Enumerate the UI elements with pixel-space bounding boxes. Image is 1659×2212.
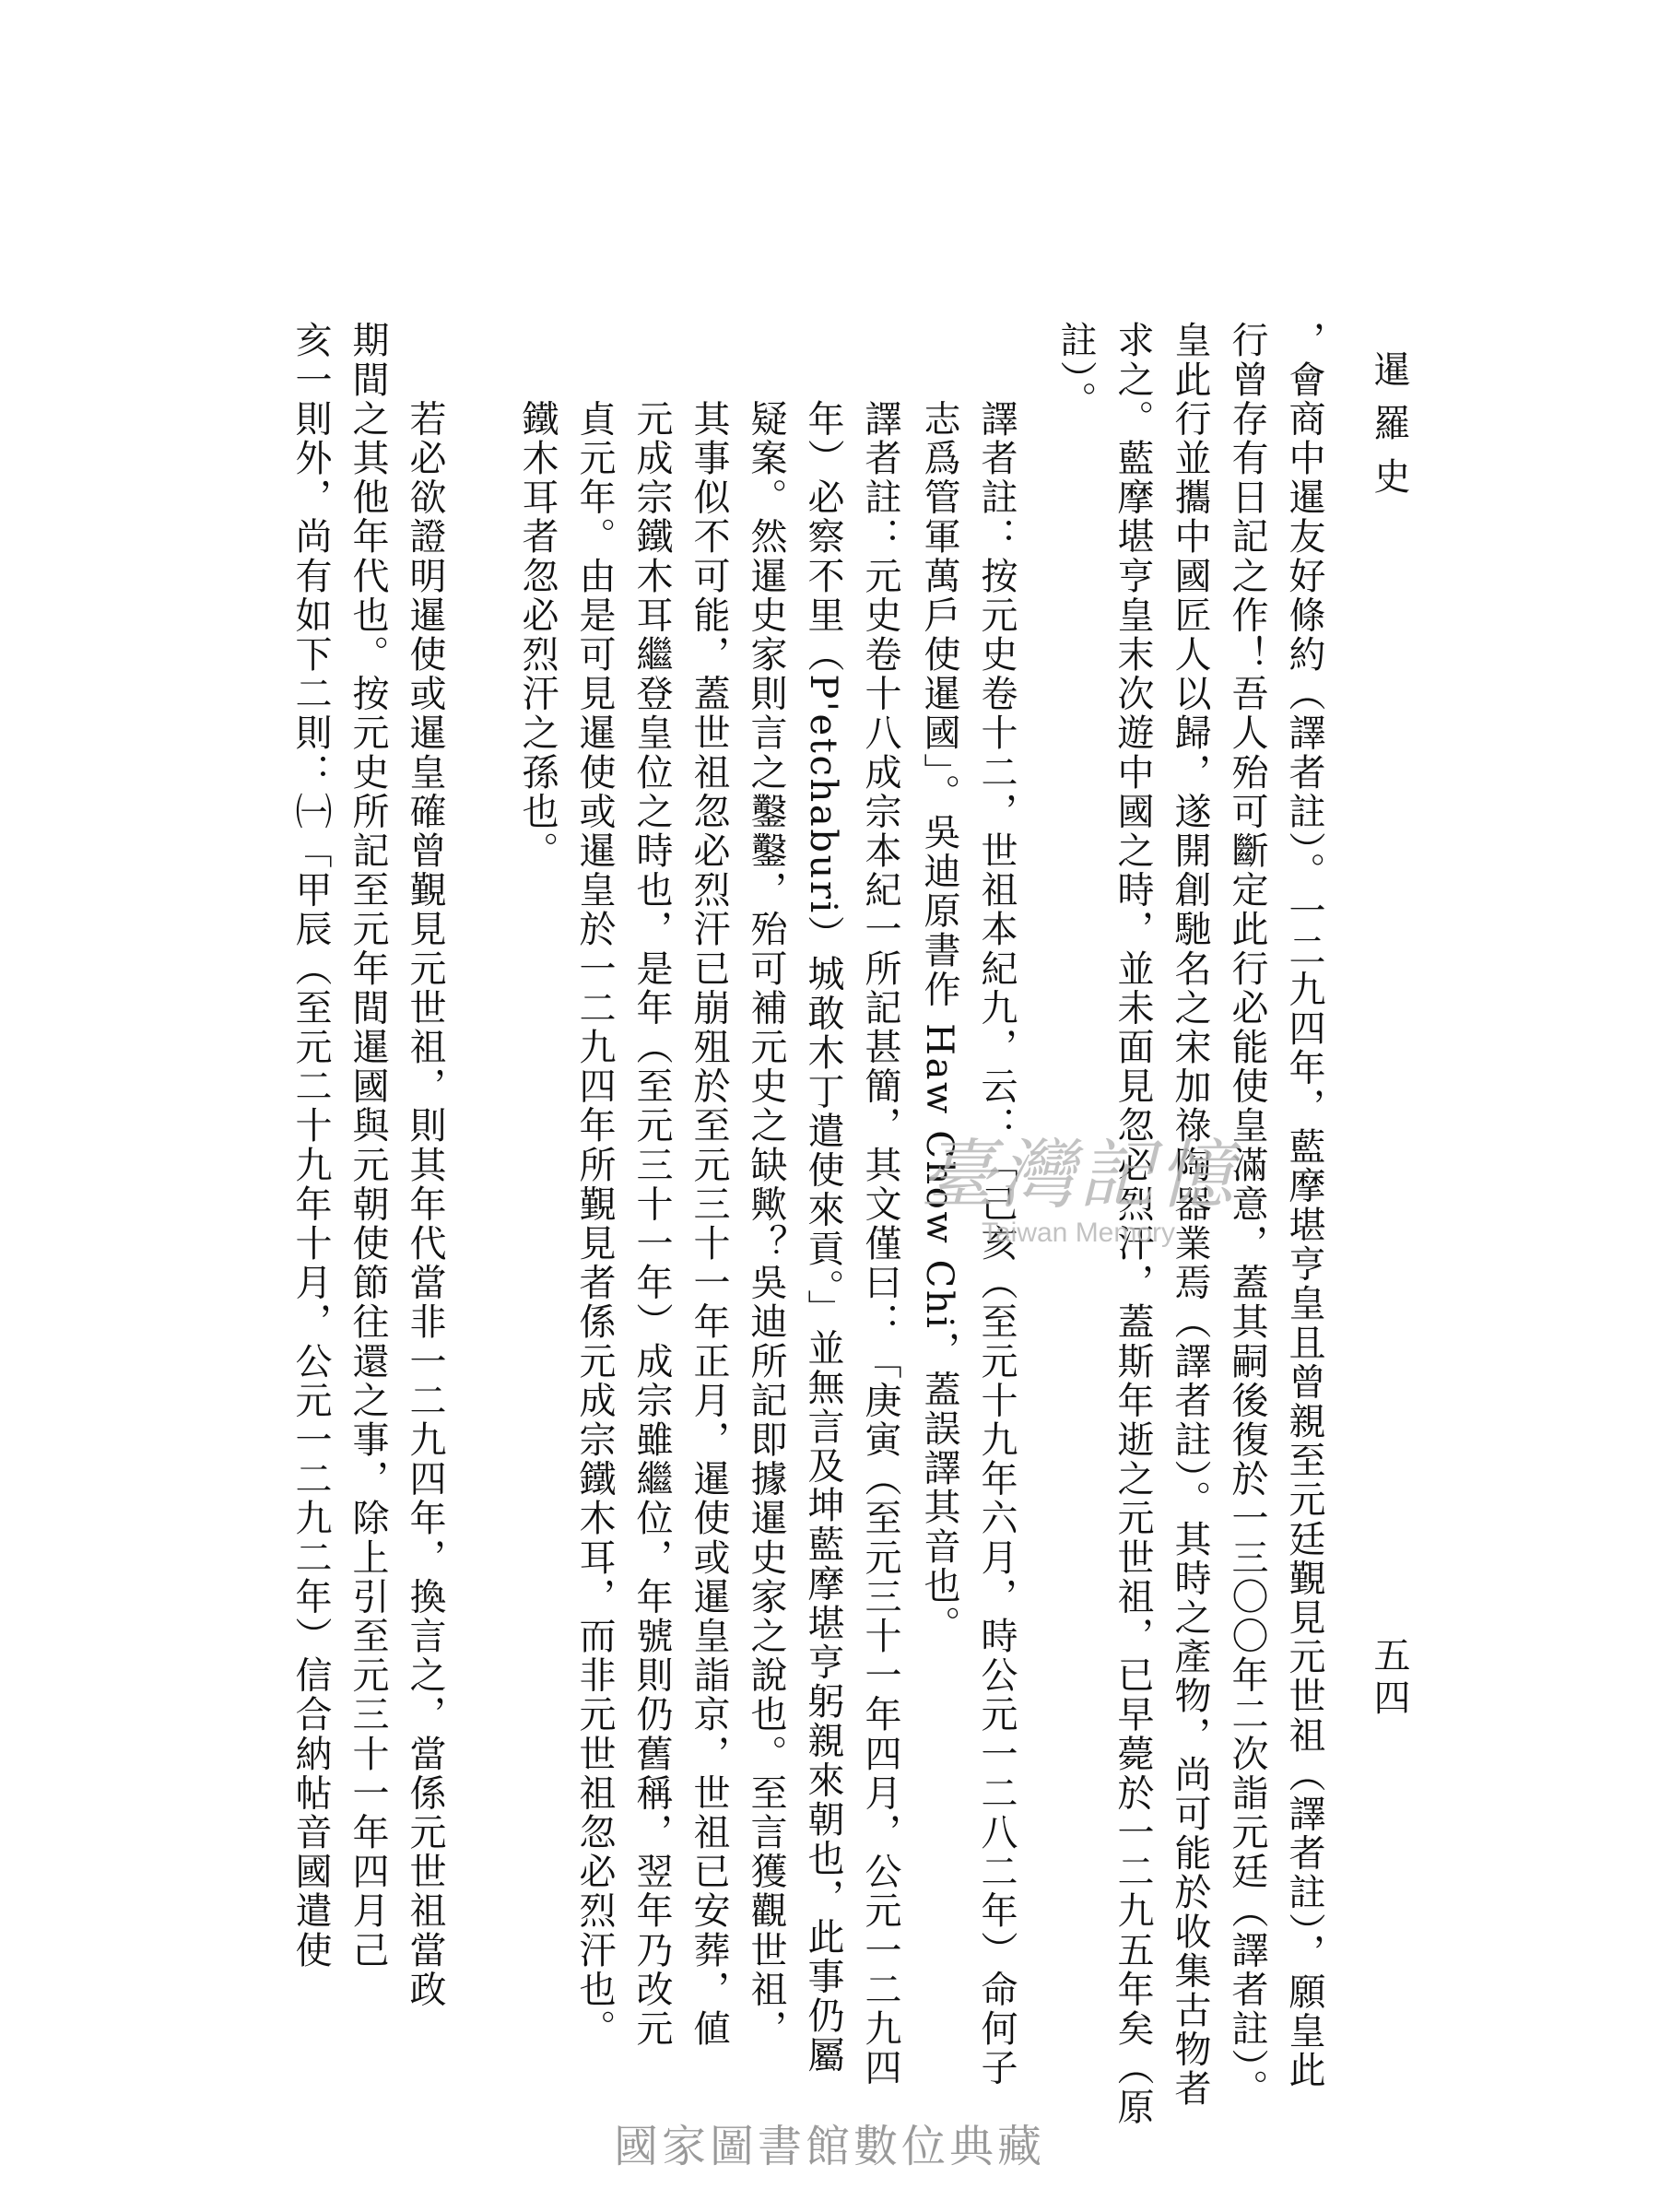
text-column: 鐵木耳者忽必烈汗之孫也。 bbox=[516, 321, 559, 871]
text-column: 譯者註：元史卷十八成宗本紀一所記甚簡，其文僅曰：「庚寅（至元三十一年四月，公元一二九四 bbox=[859, 321, 901, 2088]
watermark-subtext: Taiwan Memory bbox=[981, 1218, 1176, 1248]
page-number: 五四 bbox=[1368, 1636, 1410, 1721]
text-column: 行曾存有日記之作！吾人殆可斷定此行必能使皇滿意，蓋其嗣後復於一三〇〇年二次詣元廷（譯者註）。 bbox=[1226, 321, 1268, 2109]
text-column: 其事似不可能，蓋世祖忽必烈汗已崩殂於至元三十一年正月，暹使或暹皇詣京，世祖已安葬，値 bbox=[688, 321, 730, 2049]
footer-collection-label: 國家圖書館數位典藏 bbox=[613, 2121, 1045, 2172]
text-column: 亥一則外，尚有如下二則：㈠「甲辰（至元二十九年十月，公元一二九二年）信合納帖音國遣使 bbox=[289, 321, 332, 1971]
text-column: 求之。藍摩堪亨皇末次遊中國之時，並未面見忽必烈汗，蓋斯年逝之元世祖，已早薨於一二九五年矣（原 bbox=[1112, 321, 1154, 2127]
text-column: 疑案。然暹史家則言之鑿鑿，殆可補元史之缺歟？吳迪所記即據暹史家之說也。至言獲觀世祖， bbox=[745, 321, 787, 2049]
text-column: 年）必察不里（P'etchaburi）城敢木丁遣使來貢。」並無言及坤藍摩堪亨躬親來朝也，此事仍屬 bbox=[802, 321, 844, 2075]
running-head-title: 暹羅史 bbox=[1368, 350, 1410, 511]
text-column: 譯者註：按元史卷十二，世祖本紀九，云：「己亥（至元十九年六月，時公元一二八二年）命何子 bbox=[975, 321, 1018, 2088]
text-column: 期間之其他年代也。按元史所記至元年間暹國與元朝使節往還之事，除上引至元三十一年四月己 bbox=[347, 321, 389, 1971]
text-column: 元成宗鐵木耳繼登皇位之時也，是年（至元三十一年）成宗雖繼位，年號則仍舊稱，翌年乃改元 bbox=[630, 321, 673, 2049]
text-column: 若必欲證明暹使或暹皇確曾覲見元世祖，則其年代當非一二九四年，換言之，當係元世祖當政 bbox=[404, 321, 446, 2009]
watermark bbox=[857, 1115, 1300, 1249]
text-column: 貞元年。由是可見暹使或暹皇於一二九四年所覲見者係元成宗鐵木耳，而非元世祖忽必烈汗也。 bbox=[573, 321, 616, 2049]
watermark-text: 臺灣記憶 bbox=[920, 1132, 1237, 1219]
text-column: 註）。 bbox=[1054, 321, 1097, 420]
text-column: 皇此行並攜中國匠人以歸，遂開創馳名之宋加祿陶器業焉（譯者註）。其時之產物，尚可能於收集古物者 bbox=[1169, 321, 1211, 2109]
text-column: 志爲管軍萬戶使暹國」。吳迪原書作 Haw Chow Chi，蓋誤譯其音也。 bbox=[918, 321, 960, 1645]
text-column: ，會商中暹友好條約（譯者註）。一二九四年，藍摩堪亨皇且曾親至元廷覲見元世祖（譯者註），願皇此 bbox=[1283, 321, 1325, 2090]
